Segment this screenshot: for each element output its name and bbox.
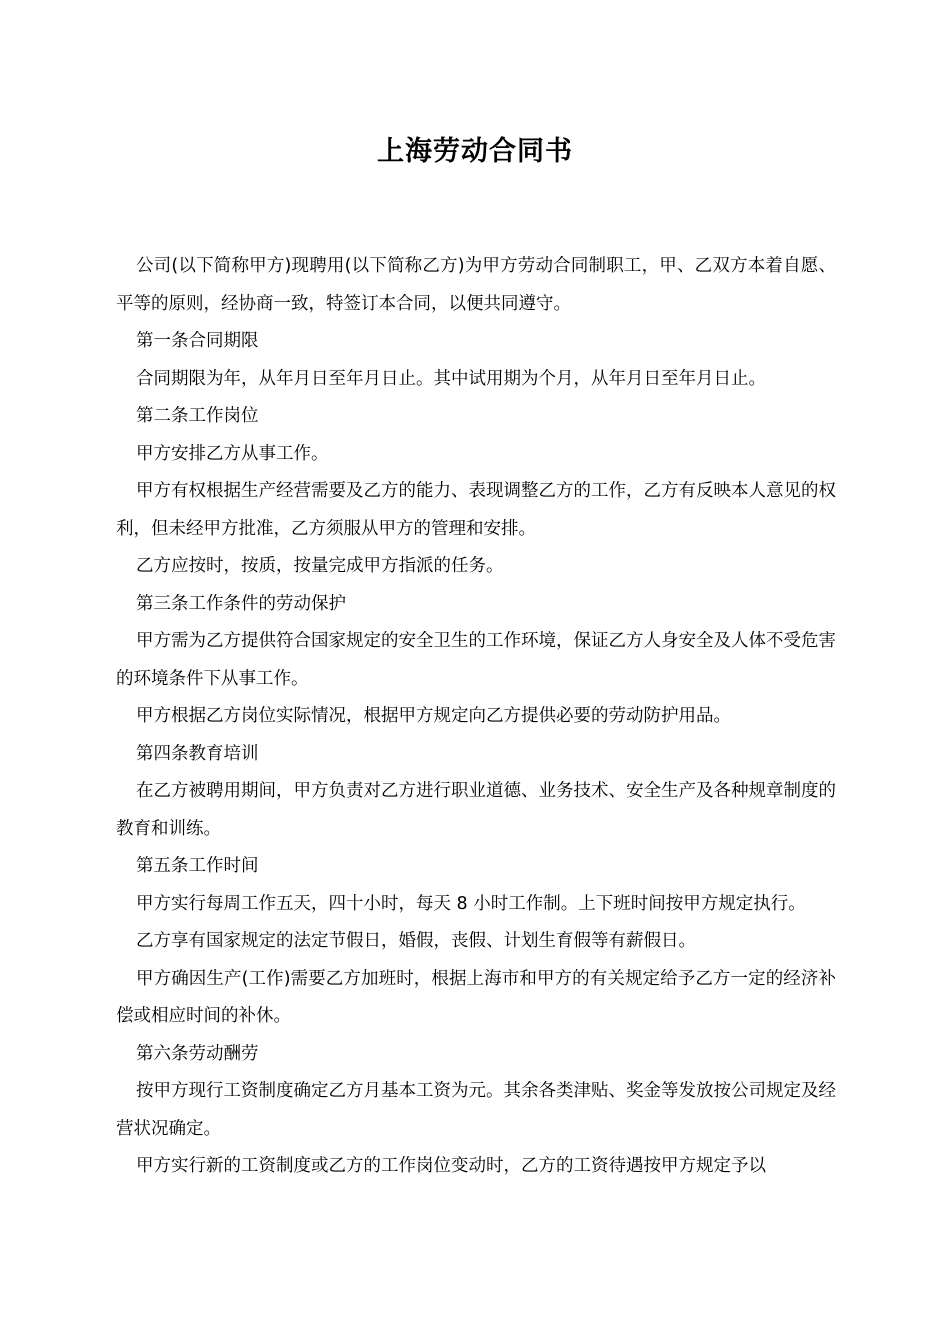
paragraph: 甲方有权根据生产经营需要及乙方的能力、表现调整乙方的工作，乙方有反映本人意见的权利，但未经甲方批准，乙方须服从甲方的管理和安排。 [116, 481, 836, 539]
paragraph: 甲方实行新的工资制度或乙方的工作岗位变动时，乙方的工资待遇按甲方规定予以 [136, 1156, 766, 1176]
paragraph: 甲方确因生产(工作)需要乙方加班时，根据上海市和甲方的有关规定给予乙方一定的经济补偿或相应时间的补休。 [116, 968, 836, 1026]
paragraph: 按甲方现行工资制度确定乙方月基本工资为元。其余各类津贴、奖金等发放按公司规定及经营状况确定。 [116, 1081, 836, 1139]
paragraph: 在乙方被聘用期间，甲方负责对乙方进行职业道德、业务技术、安全生产及各种规章制度的教育和训练。 [116, 781, 836, 839]
article-3-heading: 第三条工作条件的劳动保护 [136, 593, 346, 614]
paragraph: 合同期限为年，从年月日至年月日止。其中试用期为个月，从年月日至年月日止。 [136, 368, 766, 389]
article-2-heading: 第二条工作岗位 [136, 406, 259, 426]
article-6-heading: 第六条劳动酬劳 [136, 1043, 259, 1064]
document-title: 上海劳动合同书 [377, 136, 573, 167]
paragraph: 甲方根据乙方岗位实际情况，根据甲方规定向乙方提供必要的劳动防护用品。 [136, 706, 731, 726]
article-1-heading: 第一条合同期限 [136, 331, 259, 351]
paragraph: 甲方需为乙方提供符合国家规定的安全卫生的工作环境，保证乙方人身安全及人体不受危害的环境条件下从事工作。 [116, 631, 836, 689]
paragraph-intro: 公司(以下简称甲方)现聘用(以下简称乙方)为甲方劳动合同制职工，甲、乙双方本着自愿、平等的原则，经协商一致，特签订本合同，以便共同遵守。 [116, 256, 836, 314]
paragraph: 甲方安排乙方从事工作。 [136, 443, 329, 464]
paragraph: 甲方实行每周工作五天，四十小时，每天 8 小时工作制。上下班时间按甲方规定执行。 [136, 893, 806, 914]
article-4-heading: 第四条教育培训 [136, 743, 259, 764]
paragraph: 乙方享有国家规定的法定节假日，婚假，丧假、计划生育假等有薪假日。 [136, 931, 696, 951]
article-5-heading: 第五条工作时间 [136, 856, 259, 876]
paragraph: 乙方应按时，按质，按量完成甲方指派的任务。 [136, 556, 504, 576]
document-body [116, 248, 836, 1186]
